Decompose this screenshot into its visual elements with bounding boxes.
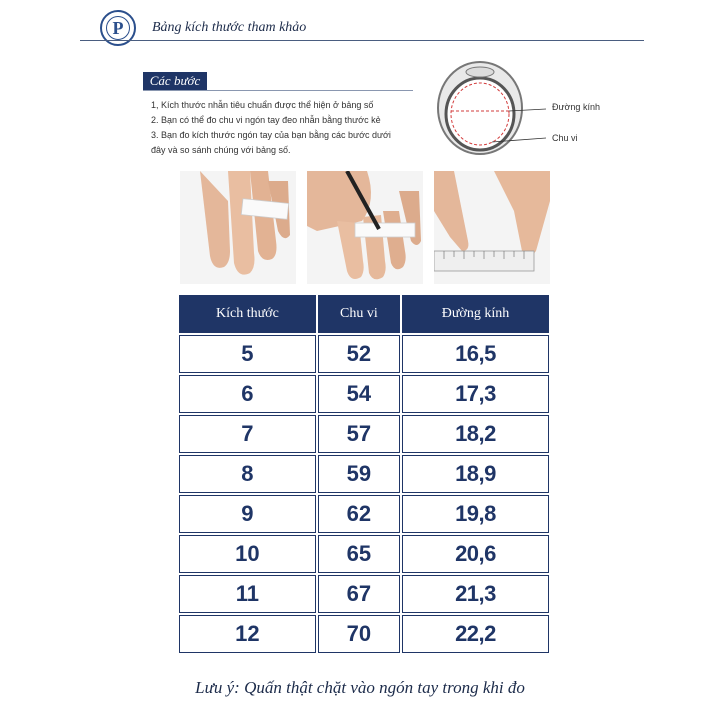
step-item: đây và so sánh chúng với bảng số. <box>151 145 291 155</box>
table-row <box>179 495 549 533</box>
table-row <box>179 615 549 653</box>
size-cell: 5 <box>179 335 316 373</box>
table-row <box>179 455 549 493</box>
ring-icon <box>430 58 620 168</box>
circumference-cell: 52 <box>318 335 400 373</box>
circumference-cell: 59 <box>318 455 400 493</box>
circumference-cell: 70 <box>318 615 400 653</box>
diameter-cell: 18,9 <box>402 455 549 493</box>
size-cell: 10 <box>179 535 316 573</box>
circumference-cell: 65 <box>318 535 400 573</box>
size-cell: 6 <box>179 375 316 413</box>
table-row <box>179 375 549 413</box>
brand-logo: P <box>100 10 136 46</box>
column-header-size: Kích thước <box>179 295 316 333</box>
diameter-cell: 18,2 <box>402 415 549 453</box>
diameter-cell: 21,3 <box>402 575 549 613</box>
circumference-cell: 57 <box>318 415 400 453</box>
size-cell: 11 <box>179 575 316 613</box>
ring-diagram <box>430 58 620 168</box>
circumference-cell: 54 <box>318 375 400 413</box>
table-header-row <box>179 295 549 333</box>
header-divider <box>80 40 644 41</box>
steps-list <box>151 98 391 158</box>
paper-wrapped-finger-photo <box>180 171 296 284</box>
size-cell: 8 <box>179 455 316 493</box>
page-title: Bảng kích thước tham khảo <box>152 20 307 35</box>
page-header <box>0 0 720 56</box>
measuring-with-ruler-photo <box>434 171 550 284</box>
steps-heading: Các bước <box>143 72 207 90</box>
column-header-diameter: Đường kính <box>402 295 549 333</box>
ring-size-table <box>177 293 551 655</box>
column-header-circumference: Chu vi <box>318 295 400 333</box>
steps-divider <box>143 90 413 91</box>
measurement-note: Lưu ý: Quấn thật chặt vào ngón tay trong khi đo <box>195 678 525 697</box>
diameter-cell: 19,8 <box>402 495 549 533</box>
table-row <box>179 535 549 573</box>
step-item: 2. Bạn có thể đo chu vi ngón tay đeo nhẫn bằng thước kẻ <box>151 115 381 125</box>
table-row <box>179 415 549 453</box>
table-row <box>179 335 549 373</box>
size-cell: 9 <box>179 495 316 533</box>
marking-paper-photo <box>307 171 423 284</box>
circumference-cell: 67 <box>318 575 400 613</box>
step-item: 3. Bạn đo kích thước ngón tay của bạn bằng các bước dưới <box>151 130 391 140</box>
size-cell: 7 <box>179 415 316 453</box>
diameter-label: Đường kính <box>552 102 600 112</box>
table-row <box>179 575 549 613</box>
step-item: 1, Kích thước nhẫn tiêu chuẩn được thể hiện ở bảng số <box>151 100 374 110</box>
table-body <box>179 335 549 653</box>
circumference-label: Chu vi <box>552 133 578 143</box>
diameter-cell: 16,5 <box>402 335 549 373</box>
diameter-cell: 17,3 <box>402 375 549 413</box>
diameter-cell: 20,6 <box>402 535 549 573</box>
circumference-cell: 62 <box>318 495 400 533</box>
size-cell: 12 <box>179 615 316 653</box>
diameter-cell: 22,2 <box>402 615 549 653</box>
